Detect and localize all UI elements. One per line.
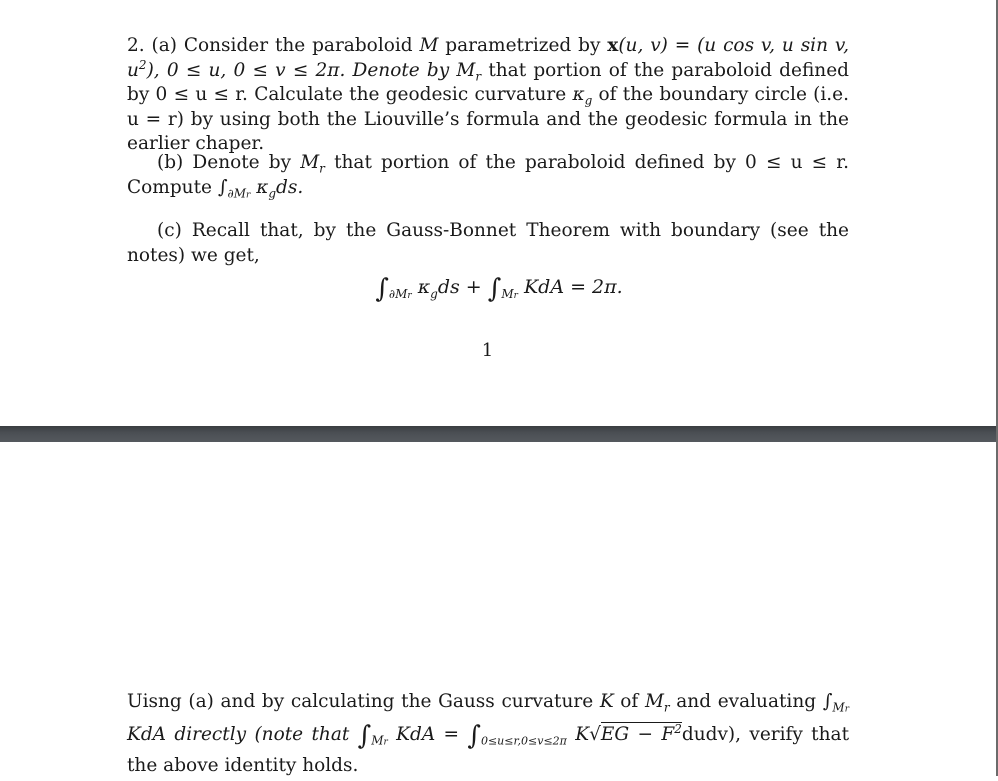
integral-sign: ∫ (375, 274, 389, 304)
integral-subscript-r: r (407, 290, 412, 301)
math-M-r: M (456, 59, 476, 81)
p2-text-4: KdA directly (note that (127, 724, 358, 745)
p2-text-1: Uisng (a) and by calculating the Gauss curvature (127, 691, 600, 712)
problem-part-a (127, 34, 849, 157)
integral-subscript: M (501, 286, 514, 301)
part-a-lead: 2. (a) Consider the paraboloid (127, 35, 420, 56)
math-sub-g: g (430, 286, 438, 301)
p2-text-3: and evaluating (669, 691, 823, 712)
part-b-mid-text: that portion of the paraboloid defined by 0 ≤ u ≤ r. Compute (127, 152, 849, 198)
p2-text-2: of (613, 691, 645, 712)
integral-subscript-r: r (383, 737, 388, 748)
gauss-bonnet-equation (0, 270, 998, 304)
math-K: K (566, 724, 590, 745)
math-sub-g: g (268, 186, 277, 201)
math-M-r: M (300, 152, 320, 173)
integral-sign: ∫ (487, 274, 502, 304)
math-sub-r: r (475, 69, 482, 84)
document-page-2 (0, 442, 998, 776)
integral-subscript: ∂M (388, 286, 408, 301)
p2-text-5: KdA = (387, 724, 468, 745)
integral-subscript: M (832, 700, 845, 715)
math-param-expr: (u, v) = (u cos v, u sin v, u (127, 35, 850, 81)
math-kappa: κ (250, 176, 269, 198)
part-a-portion-text: that portion of the paraboloid defined by 0 ≤ u ≤ r. Calculate the geodesic curvature (127, 59, 849, 105)
integral-sign: ∫ (467, 721, 481, 751)
problem-part-c-continued (127, 686, 849, 781)
problem-part-b (127, 151, 849, 200)
integral-sign: ∫ (822, 691, 833, 712)
sqrt-sign: √ (589, 724, 601, 745)
page-separator (0, 426, 998, 442)
integral-subscript: ∂M (227, 186, 246, 201)
part-a-rest-text: of the boundary circle (i.e. u = r) by using both the Liouville’s formula and the geodesic formula in the earlier chaper. (127, 84, 849, 154)
math-ds: ds. (276, 176, 304, 198)
integral-subscript-domain: 0≤u≤r,0≤v≤2π (480, 734, 567, 748)
integral-sign: ∫ (217, 176, 228, 198)
math-M-r: M (644, 691, 664, 712)
part-c-text: (c) Recall that, by the Gauss-Bonnet Theorem with boundary (see the notes) we get, (127, 220, 849, 266)
part-b-lead: (b) Denote by (157, 152, 301, 173)
math-param-tail: ), 0 ≤ u, 0 ≤ v ≤ 2π. Denote by (146, 59, 457, 81)
part-a-param-text: parametrized by (438, 35, 608, 56)
math-x-vector: x (607, 35, 619, 56)
integral-subscript-r: r (513, 290, 518, 301)
math-KdA-term: KdA = 2π. (517, 276, 623, 298)
math-sub-r: r (663, 700, 670, 715)
integral-subscript-r: r (246, 190, 251, 201)
sqrt-radicand (601, 722, 682, 745)
integral-subscript-r: r (844, 704, 850, 715)
p2-text-7: dudv), verify that the above identity holds. (127, 724, 849, 776)
integral-sign: ∫ (357, 721, 372, 751)
integral-subscript: M (371, 733, 384, 748)
math-sub-r: r (319, 161, 325, 176)
math-kappa: κ (572, 84, 585, 105)
problem-part-c (127, 219, 849, 268)
page-number: 1 (481, 340, 494, 361)
math-K: K (599, 691, 614, 712)
math-sup-2: 2 (138, 57, 147, 72)
math-ds-plus: ds + (437, 276, 488, 298)
math-M: M (419, 35, 439, 56)
math-sub-g: g (584, 93, 593, 108)
sqrt-body: EG − F (600, 724, 675, 745)
math-kappa: κ (411, 276, 431, 298)
math-sup-2: 2 (674, 721, 682, 736)
